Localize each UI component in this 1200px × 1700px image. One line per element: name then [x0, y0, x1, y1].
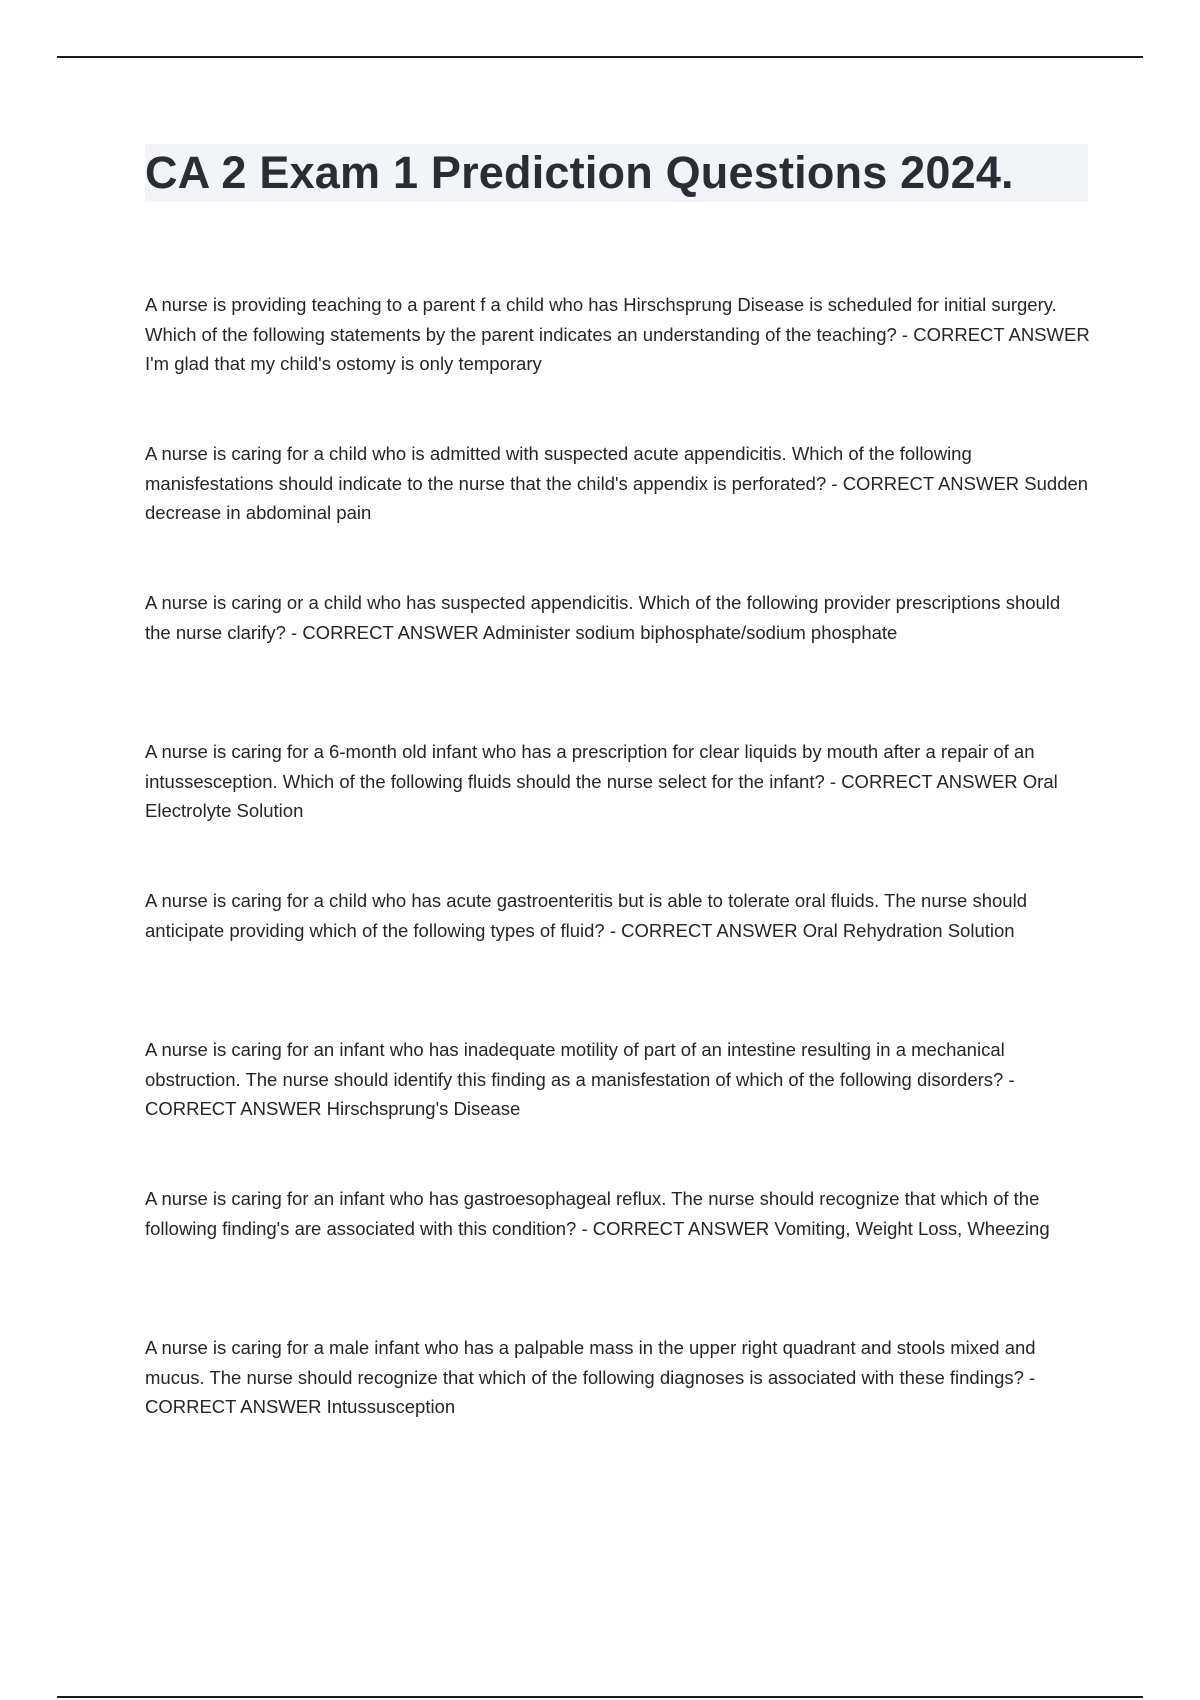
question-item-5: A nurse is caring for a child who has acute gastroenteritis but is able to tolerate oral fluids. The nurse should anticipate providing which of the following types of fluid? - CORRECT ANSWER Oral Rehydration Solution: [145, 890, 1027, 941]
header-divider: [57, 56, 1143, 58]
document-title: CA 2 Exam 1 Prediction Questions 2024.: [145, 144, 1088, 202]
question-item-1: A nurse is providing teaching to a parent f a child who has Hirschsprung Disease is scheduled for initial surgery. Which of the following statements by the parent indicates an understanding of the teaching? - CORRECT ANSWER I'm glad that my child's ostomy is only temporary: [145, 294, 1090, 374]
question-item-4: A nurse is caring for a 6-month old infant who has a prescription for clear liquids by mouth after a repair of an intussesception. Which of the following fluids should the nurse select for the infant? - CORRECT ANSWER Oral Electrolyte Solution: [145, 741, 1058, 821]
question-item-7: A nurse is caring for an infant who has gastroesophageal reflux. The nurse should recognize that which of the following finding's are associated with this condition? - CORRECT ANSWER Vomiting, Weight Loss, Wheezing: [145, 1188, 1050, 1239]
question-item-6: A nurse is caring for an infant who has inadequate motility of part of an intestine resulting in a mechanical obstruction. The nurse should identify this finding as a manisfestation of which of the following disorders? - CORRECT ANSWER Hirschsprung's Disease: [145, 1039, 1015, 1119]
question-item-2: A nurse is caring for a child who is admitted with suspected acute appendicitis. Which of the following manisfestations should indicate to the nurse that the child's appendix is perforated? - CORRECT ANSWER Sudden decrease in abdominal pain: [145, 443, 1089, 523]
question-list: [145, 290, 1090, 1482]
footer-divider: [57, 1696, 1143, 1698]
question-item-3: A nurse is caring or a child who has suspected appendicitis. Which of the following provider prescriptions should the nurse clarify? - CORRECT ANSWER Administer sodium biphosphate/sodium phosphate: [145, 592, 1061, 643]
question-item-8: A nurse is caring for a male infant who has a palpable mass in the upper right quadrant and stools mixed and mucus. The nurse should recognize that which of the following diagnoses is associated with these findings? - CORRECT ANSWER Intussusception: [145, 1337, 1036, 1417]
